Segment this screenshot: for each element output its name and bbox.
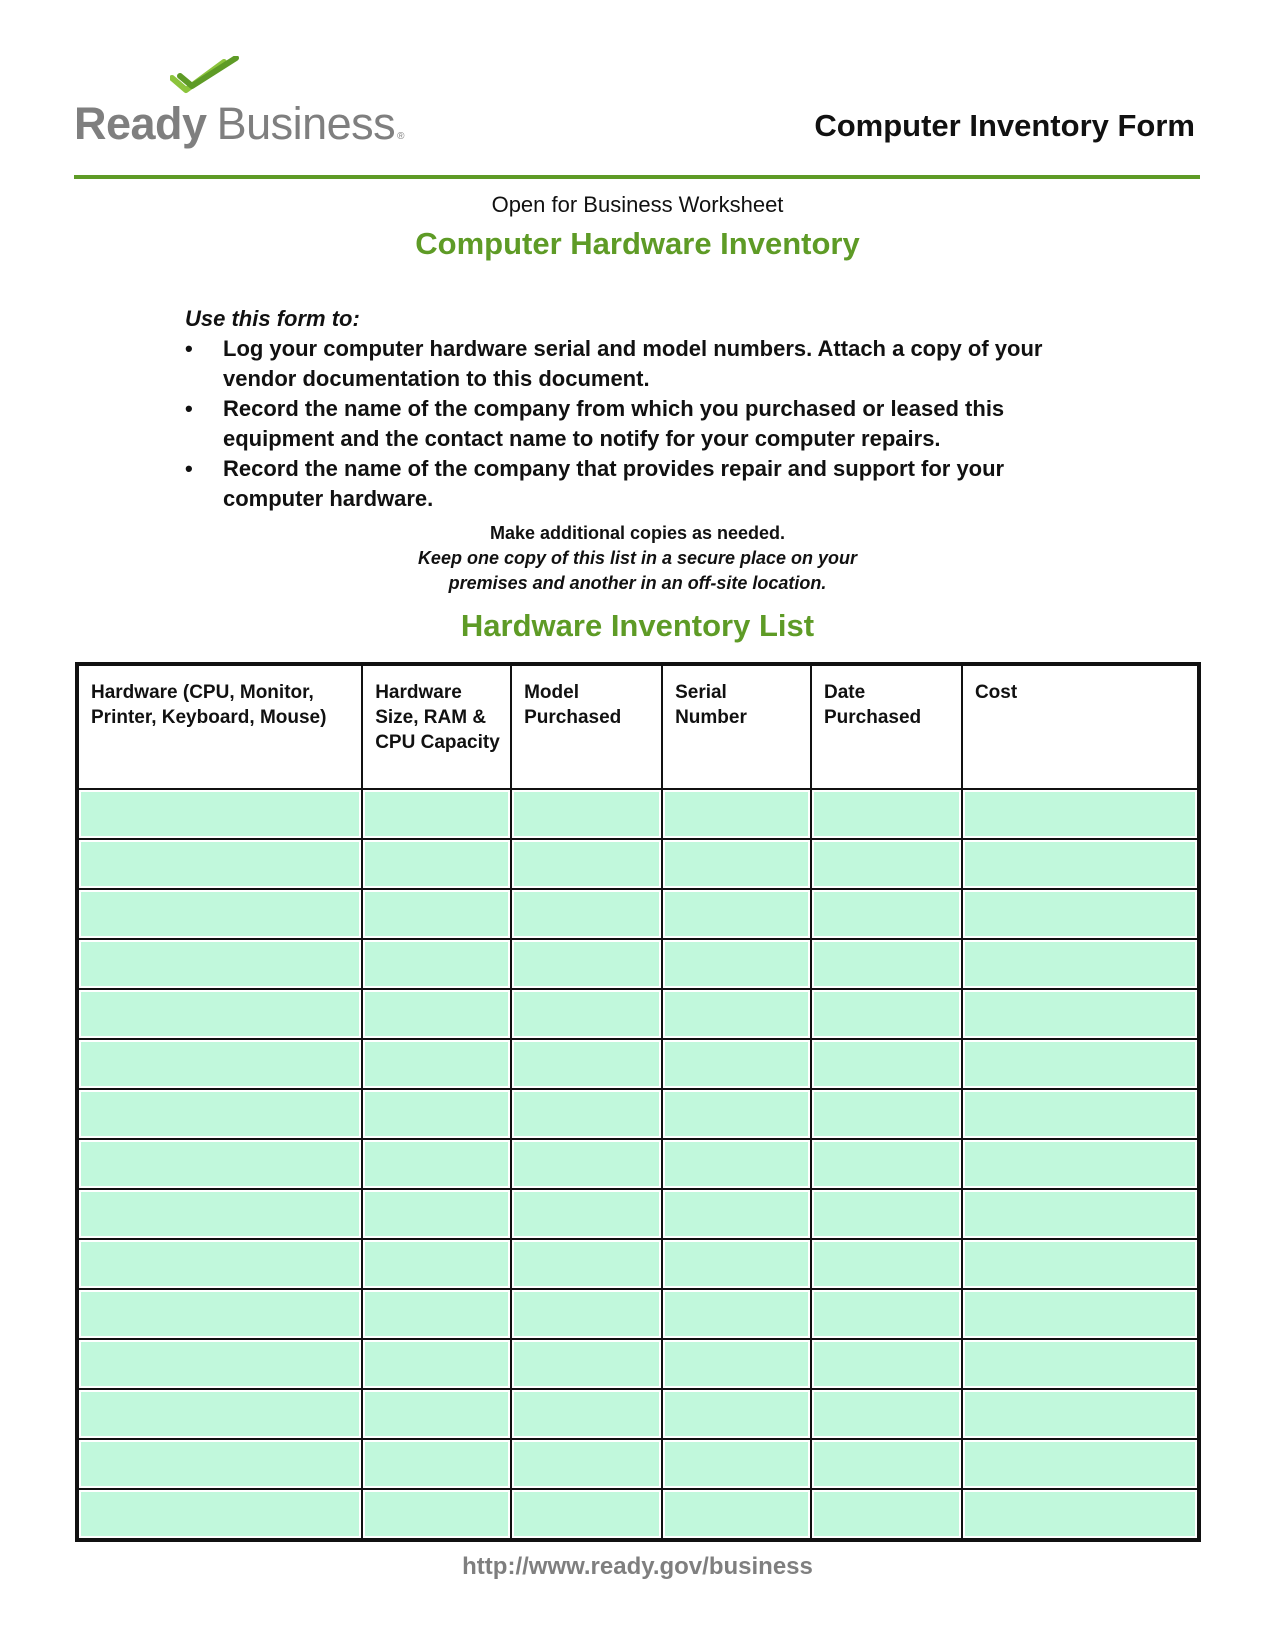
header-divider [74,175,1200,179]
cell-cost-input[interactable] [962,1239,1199,1289]
table-body [77,789,1199,1540]
cell-hardware-size-input[interactable] [362,989,511,1039]
cell-date-input[interactable] [811,989,962,1039]
cell-hardware-size-input[interactable] [362,1189,511,1239]
cell-date-input[interactable] [811,1489,962,1540]
cell-hardware-input[interactable] [77,1239,362,1289]
cell-cost-input[interactable] [962,1089,1199,1139]
table-header-row [77,664,1199,789]
header-line: CPU Capacity [375,732,500,753]
storage-note-line: premises and another in an off-site location. [448,573,827,593]
header-line: Purchased [524,707,622,728]
cell-cost-input[interactable] [962,1489,1199,1540]
cell-serial-input[interactable] [662,1089,811,1139]
cell-date-input[interactable] [811,1139,962,1189]
cell-serial-input[interactable] [662,839,811,889]
storage-note [0,546,1275,596]
copies-note: Make additional copies as needed. [489,523,786,543]
cell-hardware-input[interactable] [77,839,362,889]
table-row [77,1439,1199,1489]
cell-date-input[interactable] [811,1339,962,1389]
cell-cost-input[interactable] [962,889,1199,939]
cell-cost-input[interactable] [962,1439,1199,1489]
instruction-text: Record the name of the company that provides repair and support for your computer hardware. [223,456,1005,511]
column-header-model [511,664,662,789]
cell-date-input[interactable] [811,889,962,939]
logo-word-business: Business [216,98,396,149]
cell-hardware-size-input[interactable] [362,1289,511,1339]
table-row [77,1239,1199,1289]
cell-cost-input[interactable] [962,1339,1199,1389]
cell-serial-input[interactable] [662,1039,811,1089]
logo-wordmark [74,98,404,150]
cell-model-input[interactable] [511,1089,662,1139]
cell-serial-input[interactable] [662,1289,811,1339]
cell-date-input[interactable] [811,839,962,889]
cell-hardware-size-input[interactable] [362,939,511,989]
cell-hardware-input[interactable] [77,1139,362,1189]
cell-hardware-input[interactable] [77,939,362,989]
table-row [77,1039,1199,1089]
cell-hardware-input[interactable] [77,1489,362,1540]
header-line: Model [524,682,579,703]
cell-serial-input[interactable] [662,1439,811,1489]
table-row [77,1089,1199,1139]
cell-date-input[interactable] [811,1289,962,1339]
cell-hardware-size-input[interactable] [362,1139,511,1189]
header-line: Hardware (CPU, Monitor, [91,682,314,703]
cell-cost-input[interactable] [962,1039,1199,1089]
cell-serial-input[interactable] [662,989,811,1039]
cell-cost-input[interactable] [962,789,1199,839]
cell-serial-input[interactable] [662,1239,811,1289]
bullet-icon: • [185,336,193,361]
cell-serial-input[interactable] [662,889,811,939]
cell-model-input[interactable] [511,1439,662,1489]
instruction-item [185,454,1085,514]
cell-hardware-size-input[interactable] [362,1239,511,1289]
registered-mark: ® [397,131,405,142]
column-header-hardware [77,664,362,789]
table-row [77,989,1199,1039]
cell-model-input[interactable] [511,1389,662,1439]
header-line: Hardware [375,682,462,703]
cell-hardware-input[interactable] [77,1089,362,1139]
cell-model-input[interactable] [511,839,662,889]
table-row [77,1289,1199,1339]
cell-hardware-size-input[interactable] [362,1039,511,1089]
cell-date-input[interactable] [811,939,962,989]
cell-hardware-size-input[interactable] [362,1389,511,1439]
cell-hardware-size-input[interactable] [362,1089,511,1139]
cell-model-input[interactable] [511,1189,662,1239]
instructions [185,304,1085,514]
cell-model-input[interactable] [511,989,662,1039]
instruction-item [185,334,1085,394]
table-row [77,939,1199,989]
cell-hardware-input[interactable] [77,889,362,939]
cell-model-input[interactable] [511,1489,662,1540]
cell-hardware-input[interactable] [77,989,362,1039]
cell-model-input[interactable] [511,939,662,989]
cell-model-input[interactable] [511,1339,662,1389]
table-row [77,889,1199,939]
worksheet-title: Computer Hardware Inventory [415,226,860,261]
cell-model-input[interactable] [511,1289,662,1339]
cell-serial-input[interactable] [662,1189,811,1239]
worksheet-subtitle: Open for Business Worksheet [491,192,784,217]
column-header-serial [662,664,811,789]
table-row [77,1339,1199,1389]
cell-hardware-size-input[interactable] [362,1489,511,1540]
header-line: Cost [974,682,1018,703]
cell-serial-input[interactable] [662,1489,811,1540]
inventory-list-title: Hardware Inventory List [460,608,815,643]
cell-hardware-size-input[interactable] [362,1439,511,1489]
cell-hardware-input[interactable] [77,1039,362,1089]
cell-serial-input[interactable] [662,789,811,839]
cell-hardware-input[interactable] [77,1289,362,1339]
instructions-list [185,334,1085,514]
instruction-text: Record the name of the company from which you purchased or leased this equipment and the contact name to notify for your computer repairs. [223,396,1005,451]
cell-cost-input[interactable] [962,839,1199,889]
cell-hardware-size-input[interactable] [362,1339,511,1389]
cell-model-input[interactable] [511,789,662,839]
cell-model-input[interactable] [511,1239,662,1289]
footer-url[interactable]: http://www.ready.gov/business [462,1553,813,1580]
cell-hardware-input[interactable] [77,789,362,839]
cell-hardware-size-input[interactable] [362,789,511,839]
header-line: Printer, Keyboard, Mouse) [91,707,327,728]
cell-hardware-input[interactable] [77,1439,362,1489]
cell-model-input[interactable] [511,1139,662,1189]
header-line: Size, RAM & [375,707,487,728]
table-row [77,1139,1199,1189]
table-row [77,789,1199,839]
cell-cost-input[interactable] [962,939,1199,989]
checkmark-icon [170,56,242,98]
bullet-icon: • [185,396,193,421]
cell-cost-input[interactable] [962,989,1199,1039]
header-line: Date [823,682,866,703]
cell-date-input[interactable] [811,789,962,839]
header-line: Purchased [823,707,922,728]
hardware-inventory-table [75,662,1201,1542]
cell-model-input[interactable] [511,889,662,939]
cell-date-input[interactable] [811,1389,962,1439]
cell-hardware-size-input[interactable] [362,889,511,939]
table-row [77,839,1199,889]
table-row [77,1489,1199,1540]
header-line: Number [675,707,747,728]
logo-word-ready: Ready [74,98,207,149]
cell-hardware-input[interactable] [77,1389,362,1439]
cell-model-input[interactable] [511,1039,662,1089]
instruction-text: Log your computer hardware serial and model numbers. Attach a copy of your vendor documentation to this document. [223,336,1043,391]
cell-cost-input[interactable] [962,1289,1199,1339]
cell-cost-input[interactable] [962,1189,1199,1239]
header-line: Serial [675,682,727,703]
cell-serial-input[interactable] [662,1339,811,1389]
cell-date-input[interactable] [811,1439,962,1489]
cell-hardware-input[interactable] [77,1189,362,1239]
cell-hardware-size-input[interactable] [362,839,511,889]
ready-business-logo [74,56,405,156]
table-row [77,1189,1199,1239]
cell-date-input[interactable] [811,1039,962,1089]
instructions-heading: Use this form to: [185,306,360,331]
form-title: Computer Inventory Form [814,108,1195,143]
cell-date-input[interactable] [811,1189,962,1239]
cell-serial-input[interactable] [662,939,811,989]
cell-cost-input[interactable] [962,1139,1199,1189]
cell-hardware-input[interactable] [77,1339,362,1389]
bullet-icon: • [185,456,193,481]
storage-note-line: Keep one copy of this list in a secure place on your [417,548,858,568]
cell-cost-input[interactable] [962,1389,1199,1439]
cell-date-input[interactable] [811,1239,962,1289]
column-header-cost [962,664,1199,789]
cell-serial-input[interactable] [662,1139,811,1189]
cell-serial-input[interactable] [662,1389,811,1439]
table-row [77,1389,1199,1439]
column-header-hardware-size [362,664,511,789]
column-header-date [811,664,962,789]
cell-date-input[interactable] [811,1089,962,1139]
instruction-item [185,394,1085,454]
